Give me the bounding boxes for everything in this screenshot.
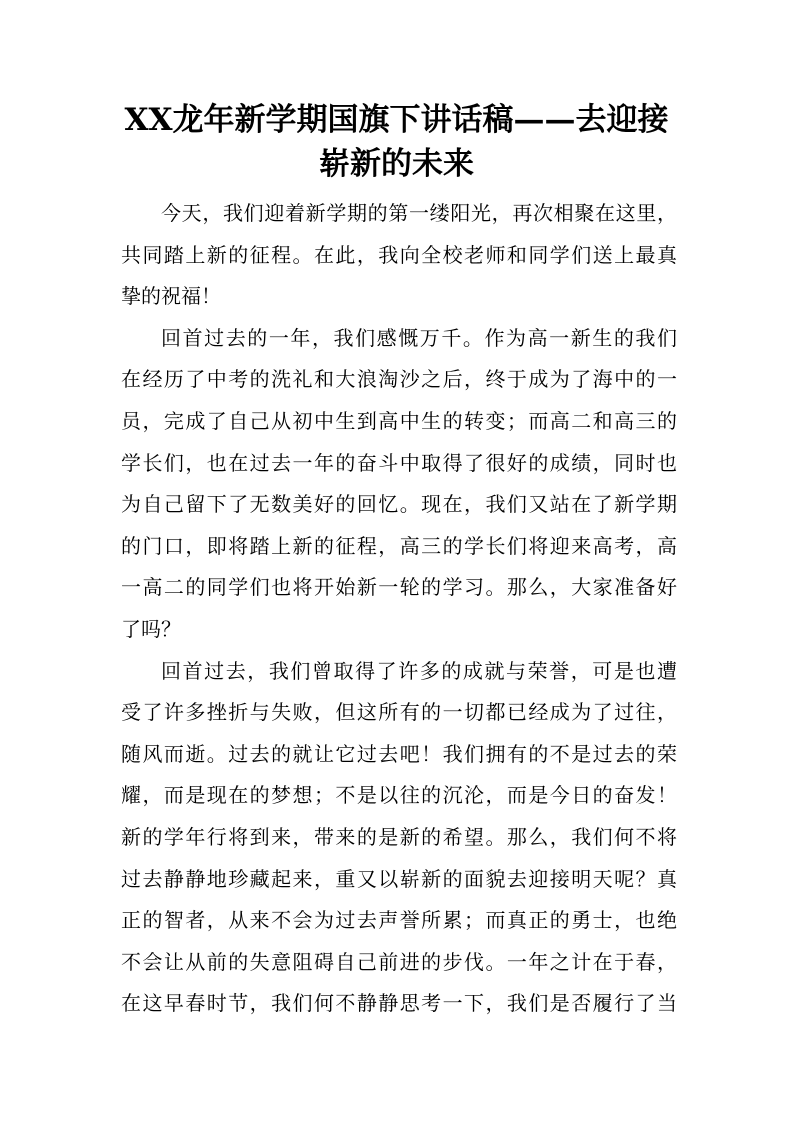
text-line: 耀，而是现在的梦想；不是以往的沉沦，而是今日的奋发！ — [121, 783, 677, 808]
text-line: 随风而逝。过去的就让它过去吧！我们拥有的不是过去的荣 — [121, 741, 677, 766]
text-line: 学长们，也在过去一年的奋斗中取得了很好的成绩，同时也 — [121, 450, 677, 475]
title-line-1: XX龙年新学期国旗下讲话稿——去迎接 — [124, 102, 669, 138]
document-title — [100, 98, 693, 186]
text-line: 新的学年行将到来，带来的是新的希望。那么，我们何不将 — [121, 824, 677, 849]
document-body — [121, 193, 677, 1025]
text-line: 为自己留下了无数美好的回忆。现在，我们又站在了新学期 — [121, 492, 677, 517]
text-line: 共同踏上新的征程。在此，我向全校老师和同学们送上最真 — [121, 242, 677, 267]
title-line-2: 崭新的未来 — [319, 146, 474, 182]
text-line: 过去静静地珍藏起来，重又以崭新的面貌去迎接明天呢？真 — [121, 866, 677, 891]
text-line: 受了许多挫折与失败，但这所有的一切都已经成为了过往， — [121, 700, 677, 725]
text-line: 在经历了中考的洗礼和大浪淘沙之后，终于成为了海中的一 — [121, 367, 677, 392]
text-line: 一高二的同学们也将开始新一轮的学习。那么，大家准备好 — [121, 575, 677, 600]
text-line: 回首过去，我们曾取得了许多的成就与荣誉，可是也遭 — [161, 658, 677, 683]
text-line: 不会让从前的失意阻碍自己前进的步伐。一年之计在于春， — [121, 949, 677, 974]
paragraph-2 — [121, 318, 677, 651]
paragraph-3 — [121, 651, 677, 1025]
text-line: 回首过去的一年，我们感慨万千。作为高一新生的我们 — [161, 325, 677, 350]
paragraph-1 — [121, 193, 677, 318]
text-line: 员，完成了自己从初中生到高中生的转变；而高二和高三的 — [121, 408, 677, 433]
text-line: 正的智者，从来不会为过去声誉所累；而真正的勇士，也绝 — [121, 908, 677, 933]
text-line: 的门口，即将踏上新的征程，高三的学长们将迎来高考，高 — [121, 533, 677, 558]
text-line: 今天，我们迎着新学期的第一缕阳光，再次相聚在这里， — [161, 201, 677, 225]
text-line: 了吗？ — [121, 616, 181, 641]
text-line: 挚的祝福！ — [121, 284, 221, 309]
text-line: 在这早春时节，我们何不静静思考一下，我们是否履行了当 — [121, 991, 677, 1016]
